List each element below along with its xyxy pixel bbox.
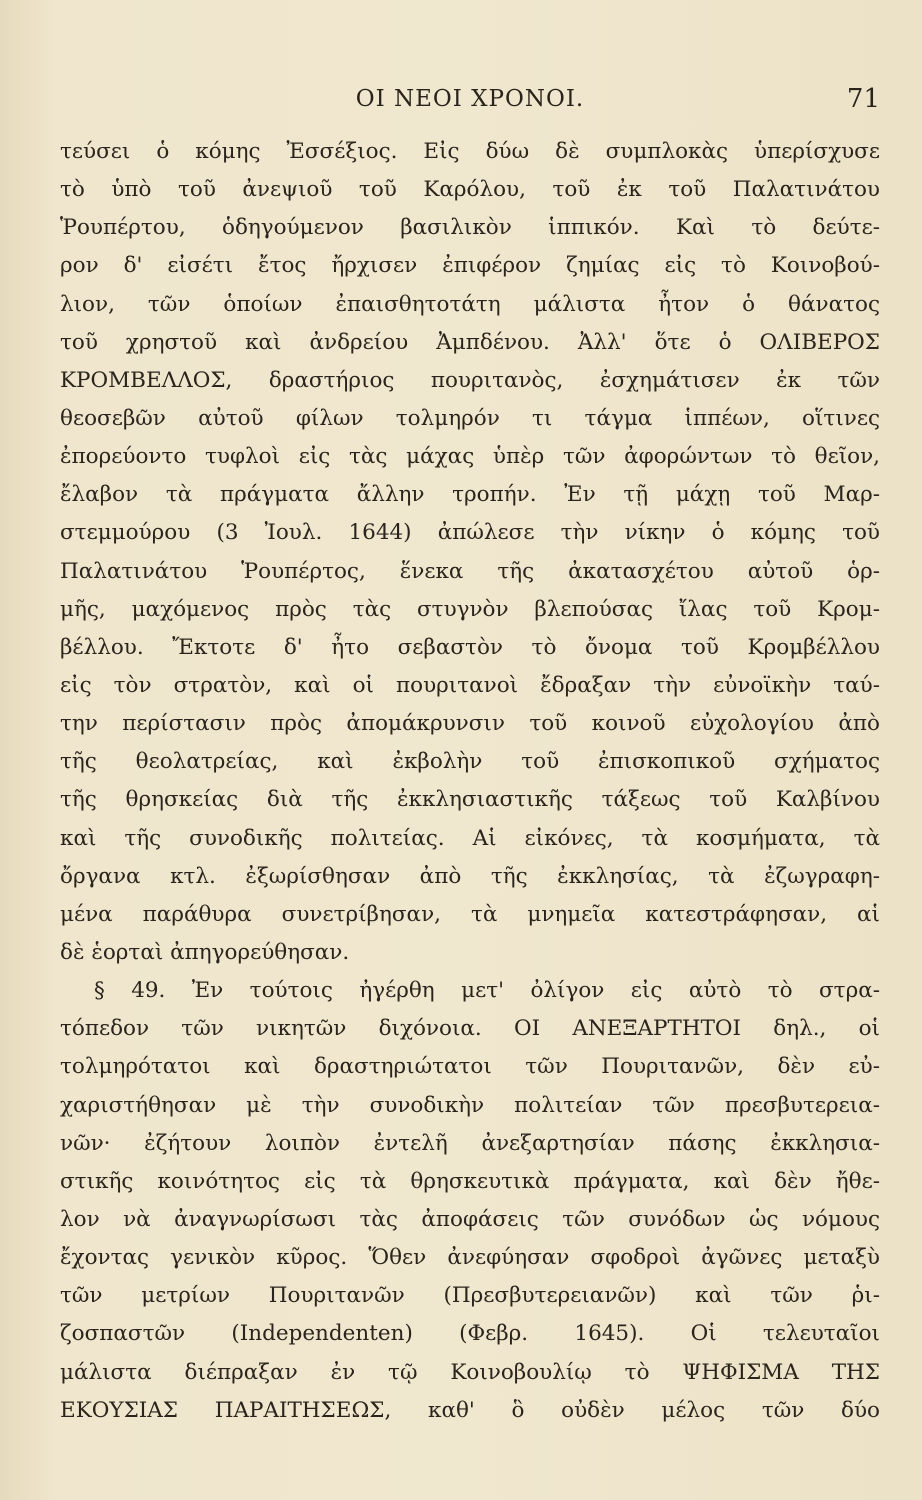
text-line: την περίστασιν πρὸς ἀπομάκρυνσιν τοῦ κοινοῦ εὐχολογίου ἀπὸ bbox=[60, 711, 880, 737]
text-line: εἰς τὸν στρατὸν, καὶ οἱ πουριτανοὶ ἔδραξαν τὴν εὐνοϊκὴν ταύ- bbox=[60, 672, 880, 698]
page-header bbox=[60, 86, 880, 126]
text-line: νῶν· ἐζήτουν λοιπὸν ἐντελῆ ἀνεξαρτησίαν πάσης ἐκκλησια- bbox=[60, 1130, 880, 1156]
text-line: δὲ ἑορταὶ ἀπηγορεύθησαν. bbox=[60, 939, 350, 965]
text-line: τῶν μετρίων Πουριτανῶν (Πρεσβυτερειανῶν) καὶ τῶν ῥι- bbox=[60, 1283, 880, 1309]
text-line: τεύσει ὁ κόμης Ἐσσέξιος. Εἰς δύω δὲ συμπλοκὰς ὑπερίσχυσε bbox=[60, 139, 880, 164]
text-line: τὸ ὑπὸ τοῦ ἀνεψιοῦ τοῦ Καρόλου, τοῦ ἐκ τοῦ Παλατινάτου bbox=[60, 177, 880, 203]
text-line: ζοσπαστῶν (Independenten) (Φεβρ. 1645). Οἱ τελευταῖοι bbox=[60, 1321, 880, 1347]
text-line: ΚΡΟΜΒΕΛΛΟΣ, δραστήριος πουριτανὸς, ἐσχημάτισεν ἐκ τῶν bbox=[60, 367, 880, 393]
section-49-start-line: § 49. Ἐν τούτοις ἠγέρθη μετ' ὀλίγον εἰς αὐτὸ τὸ στρα- bbox=[94, 978, 880, 1004]
text-line: χαριστήθησαν μὲ τὴν συνοδικὴν πολιτείαν τῶν πρεσβυτερεια- bbox=[60, 1092, 880, 1118]
text-line: ὄργανα κτλ. ἐξωρίσθησαν ἀπὸ τῆς ἐκκλησίας, τὰ ἐζωγραφη- bbox=[60, 863, 880, 889]
text-line: Παλατινάτου Ῥουπέρτος, ἕνεκα τῆς ἀκατασχέτου αὐτοῦ ὁρ- bbox=[60, 558, 880, 584]
text-line: μένα παράθυρα συνετρίβησαν, τὰ μνημεῖα κατεστράφησαν, αἱ bbox=[60, 901, 880, 927]
text-line: τολμηρότατοι καὶ δραστηριώτατοι τῶν Πουριτανῶν, δὲν εὐ- bbox=[60, 1054, 880, 1080]
text-line: βέλλου. Ἔκτοτε δ' ἦτο σεβαστὸν τὸ ὄνομα τοῦ Κρομβέλλου bbox=[60, 634, 880, 660]
text-line: λιον, τῶν ὁποίων ἐπαισθητοτάτη μάλιστα ἦτον ὁ θάνατος bbox=[60, 291, 880, 317]
text-line: ἐπορεύοντο τυφλοὶ εἰς τὰς μάχας ὑπὲρ τῶν ἀφορώντων τὸ θεῖον, bbox=[60, 444, 880, 470]
text-line: Ῥουπέρτου, ὁδηγούμενον βασιλικὸν ἱππικόν. Καὶ τὸ δεύτε- bbox=[60, 215, 880, 241]
page-number: 71 bbox=[846, 84, 880, 114]
running-title: ΟΙ ΝΕΟΙ ΧΡΟΝΟΙ. bbox=[355, 86, 585, 112]
text-line: μάλιστα διέπραξαν ἐν τῷ Κοινοβουλίῳ τὸ ΨΗΦΙΣΜΑ ΤΗΣ bbox=[60, 1359, 880, 1385]
text-line: καὶ τῆς συνοδικῆς πολιτείας. Αἱ εἰκόνες, τὰ κοσμήματα, τὰ bbox=[60, 825, 880, 851]
text-line: τῆς θρησκείας διὰ τῆς ἐκκλησιαστικῆς τάξεως τοῦ Καλβίνου bbox=[60, 787, 880, 813]
text-line: μῆς, μαχόμενος πρὸς τὰς στυγνὸν βλεπούσας ἴλας τοῦ Κρομ- bbox=[60, 596, 880, 622]
text-line: τῆς θεολατρείας, καὶ ἐκβολὴν τοῦ ἐπισκοπικοῦ σχήματος bbox=[60, 749, 880, 775]
body-text bbox=[60, 133, 880, 1430]
text-line: ἔχοντας γενικὸν κῦρος. Ὅθεν ἀνεφύησαν σφοδροὶ ἀγῶνες μεταξὺ bbox=[60, 1245, 880, 1271]
text-line: θεοσεβῶν αὐτοῦ φίλων τολμηρόν τι τάγμα ἱππέων, οἵτινες bbox=[60, 405, 880, 431]
text-line: ρον δ' εἰσέτι ἔτος ἤρχισεν ἐπιφέρον ζημίας εἰς τὸ Κοινοβού- bbox=[60, 253, 880, 279]
text-line: στικῆς κοινότητος εἰς τὰ θρησκευτικὰ πράγματα, καὶ δὲν ἤθε- bbox=[60, 1168, 880, 1194]
text-line: τόπεδον τῶν νικητῶν διχόνοια. ΟΙ ΑΝΕΞΑΡΤΗΤΟΙ δηλ., οἱ bbox=[60, 1016, 880, 1042]
text-line: στεμμούρου (3 Ἰουλ. 1644) ἀπώλεσε τὴν νίκην ὁ κόμης τοῦ bbox=[60, 520, 880, 546]
text-line: ἔλαβον τὰ πράγματα ἄλλην τροπήν. Ἐν τῇ μάχῃ τοῦ Μαρ- bbox=[60, 482, 880, 508]
text-line: ΕΚΟΥΣΙΑΣ ΠΑΡΑΙΤΗΣΕΩΣ, καθ' ὃ οὐδὲν μέλος τῶν δύο bbox=[60, 1397, 880, 1423]
text-line: λον νὰ ἀναγνωρίσωσι τὰς ἀποφάσεις τῶν συνόδων ὡς νόμους bbox=[60, 1206, 880, 1232]
text-line: τοῦ χρηστοῦ καὶ ἀνδρείου Ἀμπδένου. Ἀλλ' ὅτε ὁ ΟΛΙΒΕΡΟΣ bbox=[60, 329, 880, 355]
